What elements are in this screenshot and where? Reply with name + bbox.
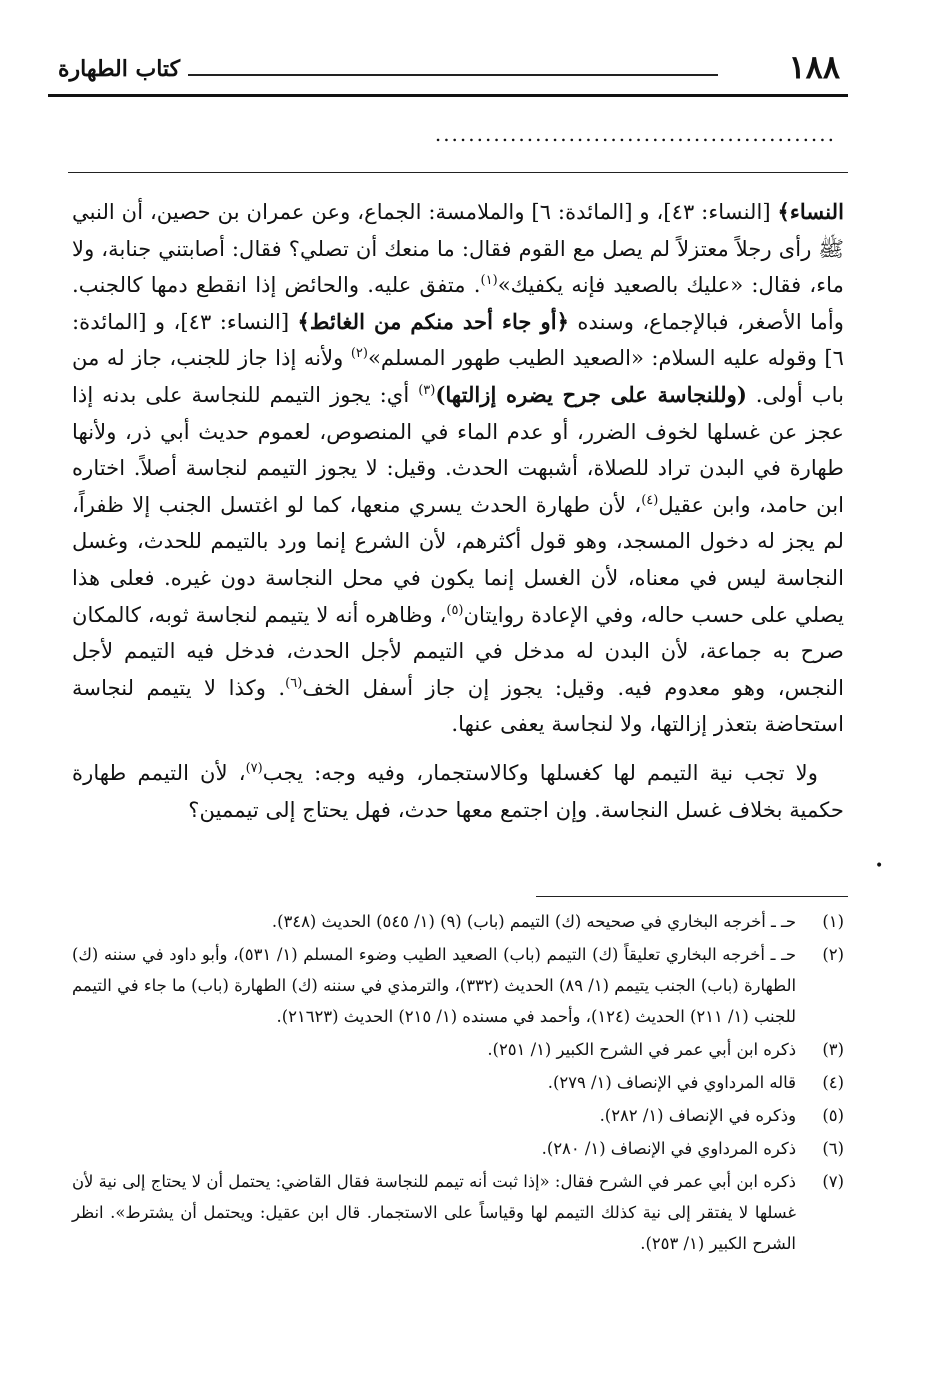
footnote-item — [72, 1100, 844, 1131]
footnote-ref: (١) — [480, 273, 498, 289]
section-divider — [68, 172, 848, 173]
text-run: ولأنه إذا جاز للجنب، جاز له من باب أولى. — [72, 345, 844, 407]
footnote-number: (٣) — [822, 1040, 844, 1059]
footnote-item — [72, 1034, 844, 1065]
footnote-item — [72, 1166, 844, 1259]
footnote-ref: (٥) — [446, 602, 464, 618]
footnote-text: حـ ـ أخرجه البخاري في صحيحه (ك) التيمم (باب) (٩) (١/ ٥٤٥) الحديث (٣٤٨). — [271, 912, 796, 931]
footnote-number: (٤) — [822, 1073, 844, 1092]
main-text — [72, 194, 844, 828]
ellipsis-line: ................................................ — [434, 122, 836, 146]
bold-text-run: النساء﴾ — [777, 199, 844, 224]
footnote-item — [72, 906, 844, 937]
footnote-item — [72, 1133, 844, 1164]
text-run: ، لأن التيمم طهارة حكمية بخلاف غسل النجاسة. وإن اجتمع معها حدث، فهل يحتاج إلى تيممين؟ — [72, 759, 844, 822]
footnote-number: (٧) — [822, 1172, 844, 1191]
footnote-item — [72, 939, 844, 1032]
running-title: كتاب الطهارة — [58, 56, 181, 82]
header-divider — [48, 94, 848, 97]
footnote-ref: (٣) — [418, 382, 436, 398]
text-run: . وكذا لا يتيمم لنجاسة استحاضة بتعذر إزالتها، ولا لنجاسة يعفى عنها. — [72, 674, 844, 737]
text-run: أي: يجوز التيمم للنجاسة على بدنه إذا عجز عن غسلها لخوف الضرر، أو عدم الماء في المنصوص، لعموم حديث أبي ذر، ولأنها طهارة في البدن تراد للصلاة، أشبهت الحدث. وقيل: لا يجوز التيمم لنجاسة أصلاً. اختاره ابن حامد، وابن عقيل — [72, 381, 844, 517]
text-run: [النساء: ٤٣]، و [المائدة: ٦] والملامسة: الجماع، وعن عمران بن حصين، أن النبي ﷺ رأى رجلاً معتزلاً لم يصل مع القوم فقال: ما منعك أن تصلي؟ فقال: أصابتني جنابة، ولا ماء، فقال: «عليك بالصعيد فإنه يكفيك» — [72, 199, 844, 298]
footnote-text: ذكره ابن أبي عمر في الشرح فقال: «إذا ثبت أنه تيمم للنجاسة فقال القاضي: يحتمل أن لا يحتاج إلى نية لأن غسلها لا يفتقر إلى نية كذلك التيمم لها وقياساً على الاستجمار. قال ابن عقيل: ويحتمل أن يشترط». انظر الشرح الكبير (١/ ٢٥٣). — [72, 1172, 796, 1253]
page-number: ١٨٨ — [788, 48, 840, 86]
footnote-text: ذكره ابن أبي عمر في الشرح الكبير (١/ ٢٥١). — [487, 1040, 796, 1059]
footnote-text: وذكره في الإنصاف (١/ ٢٨٢). — [599, 1106, 796, 1125]
bold-text-run: ﴿أو جاء أحد منكم من الغائط﴾ — [297, 308, 570, 334]
footnote-divider — [536, 896, 848, 897]
text-run: ، وظاهره أنه لا يتيمم لنجاسة ثوبه، كالمكان صرح به جماعة، لأن البدن له مدخل في التيمم لأجل الحدث، فدخل فيه التيمم لأجل النجس، وهو معدوم فيه. وقيل: يجوز إن جاز أسفل الخف — [72, 601, 844, 700]
text-run: . متفق عليه. والحائض إذا انقطع دمها كالجنب. وأما الأصغر، فبالإجماع، وسنده — [72, 272, 844, 334]
footnote-number: (٦) — [822, 1139, 844, 1158]
bold-text-run: (وللنجاسة على جرح يضره إزالتها) — [435, 381, 747, 407]
footnote-number: (٢) — [822, 945, 844, 964]
footnote-ref: (٦) — [285, 675, 303, 691]
text-run: ، لأن طهارة الحدث يسري منعها، كما لو اغتسل الجنب إلا ظفراً، لم يجز له دخول المسجد، وهو قول أكثرهم، لأن الشرع إنما ورد بالتيمم للحدث، وغسل النجاسة ليس في معناه، لأن الغسل إنما يكون في محل النجاسة دون غيره. فعلى هذا يصلي على حسب حاله، وفي الإعادة روايتان — [72, 491, 844, 627]
text-run: [النساء: ٤٣]، و [المائدة: ٦] وقوله عليه السلام: «الصعيد الطيب طهور المسلم» — [72, 308, 845, 371]
footnote-text: ذكره المرداوي في الإنصاف (١/ ٢٨٠). — [541, 1139, 796, 1158]
footnote-text: قاله المرداوي في الإنصاف (١/ ٢٧٩). — [547, 1073, 796, 1092]
header-rule — [188, 74, 718, 76]
margin-mark: • — [875, 858, 884, 874]
footnote-number: (١) — [822, 912, 844, 931]
footnote-ref: (٢) — [350, 346, 368, 362]
page-header — [48, 48, 848, 100]
paragraph-2 — [72, 755, 844, 828]
text-run: ولا تجب نية التيمم لها كغسلها وكالاستجمار، وفيه وجه: يجب — [262, 759, 818, 785]
footnote-number: (٥) — [822, 1106, 844, 1125]
paragraph-1 — [72, 194, 844, 743]
footnote-ref: (٧) — [245, 760, 263, 776]
footnote-text: حـ ـ أخرجه البخاري تعليقاً (ك) التيمم (باب) الصعيد الطيب وضوء المسلم (١/ ٥٣١)، وأبو داود في سننه (ك) الطهارة (باب) الجنب يتيمم (١/ ٨٩) الحديث (٣٣٢)، والترمذي في سننه (ك) الطهارة (باب) ما جاء في التيمم للجنب (١/ ٢١١) الحديث (١٢٤)، وأحمد في مسنده (١/ ٢١٥) الحديث (٢١٦٢٣). — [72, 945, 796, 1026]
footnote-ref: (٤) — [641, 492, 659, 508]
footnote-item — [72, 1067, 844, 1098]
footnotes — [72, 906, 844, 1261]
